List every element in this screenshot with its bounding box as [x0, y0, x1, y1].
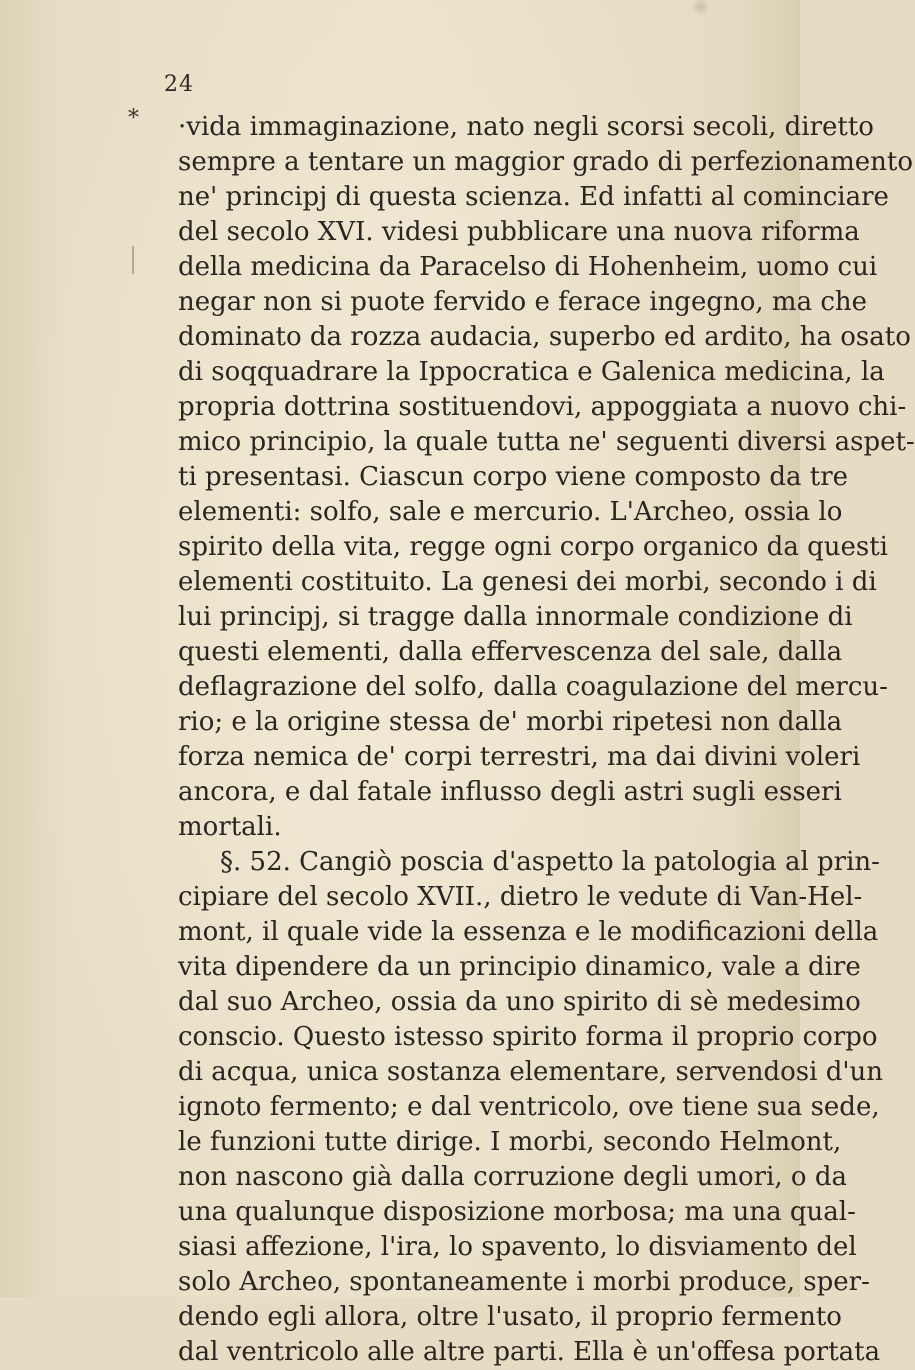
margin-mark — [132, 246, 140, 274]
text-line: ne' principj di questa scienza. Ed infatti al cominciare — [178, 182, 889, 212]
text-line: rio; e la origine stessa de' morbi ripetesi non dalla — [178, 707, 843, 737]
text-line: deflagrazione del solfo, dalla coagulazione del mercu- — [178, 672, 888, 702]
text-line: ignoto fermento; e dal ventricolo, ove tiene sua sede, — [178, 1092, 880, 1122]
text-line: elementi: solfo, sale e mercurio. L'Archeo, ossia lo — [178, 497, 843, 527]
text-line: solo Archeo, spontaneamente i morbi produce, sper- — [178, 1267, 870, 1297]
text-line: cipiare del secolo XVII., dietro le vedute di Van-Hel- — [178, 882, 863, 912]
text-line: vita dipendere da un principio dinamico, vale a dire — [178, 952, 861, 982]
margin-asterisk: * — [128, 106, 139, 131]
text-line: di acqua, unica sostanza elementare, servendosi d'un — [178, 1057, 883, 1087]
text-line: questi elementi, dalla effervescenza del sale, dalla — [178, 637, 843, 667]
text-line: mont, il quale vide la essenza e le modificazioni della — [178, 917, 879, 947]
text-line: spirito della vita, regge ogni corpo organico da questi — [178, 532, 888, 562]
text-line: ti presentasi. Ciascun corpo viene composto da tre — [178, 462, 849, 492]
text-line: conscio. Questo istesso spirito forma il proprio corpo — [178, 1022, 878, 1052]
text-line: le funzioni tutte dirige. I morbi, secondo Helmont, — [178, 1127, 842, 1157]
text-line: negar non si puote fervido e ferace ingegno, ma che — [178, 287, 868, 317]
text-line: §. 52. Cangiò poscia d'aspetto la patologia al prin- — [220, 847, 880, 877]
text-line: lui principj, si tragge dalla innormale condizione di — [178, 602, 853, 632]
paper-stain — [690, 0, 712, 14]
text-line: propria dottrina sostituendovi, appoggiata a nuovo chi- — [178, 392, 907, 422]
text-line: elementi costituito. La genesi dei morbi, secondo i di — [178, 567, 877, 597]
text-line: mortali. — [178, 812, 282, 842]
body-text — [178, 110, 915, 1370]
text-line: di soqquadrare la Ippocratica e Galenica medicina, la — [178, 357, 885, 387]
text-line: siasi affezione, l'ira, lo spavento, lo disviamento del — [178, 1232, 857, 1262]
text-line: della medicina da Paracelso di Hohenheim, uomo cui — [178, 252, 878, 282]
text-line: dendo egli allora, oltre l'usato, il proprio fermento — [178, 1302, 842, 1332]
text-line: sempre a tentare un maggior grado di perfezionamento — [178, 147, 913, 177]
text-line: del secolo XVI. videsi pubblicare una nuova riforma — [178, 217, 860, 247]
page-number: 24 — [164, 72, 194, 97]
text-line: dominato da rozza audacia, superbo ed ardito, ha osato — [178, 322, 911, 352]
paragraph — [178, 845, 883, 1370]
text-line: dal suo Archeo, ossia da uno spirito di sè medesimo — [178, 987, 861, 1017]
text-line: ancora, e dal fatale influsso degli astri sugli esseri — [178, 777, 842, 807]
text-line: dal ventricolo alle altre parti. Ella è un'offesa portata — [178, 1337, 881, 1367]
text-line: mico principio, la quale tutta ne' seguenti diversi aspet- — [178, 427, 915, 457]
text-line: una qualunque disposizione morbosa; ma una qual- — [178, 1197, 856, 1227]
text-line: ·vida immaginazione, nato negli scorsi secoli, diretto — [178, 112, 874, 142]
paragraph — [178, 110, 915, 845]
text-line: forza nemica de' corpi terrestri, ma dai divini voleri — [178, 742, 861, 772]
text-line: non nascono già dalla corruzione degli umori, o da — [178, 1162, 847, 1192]
